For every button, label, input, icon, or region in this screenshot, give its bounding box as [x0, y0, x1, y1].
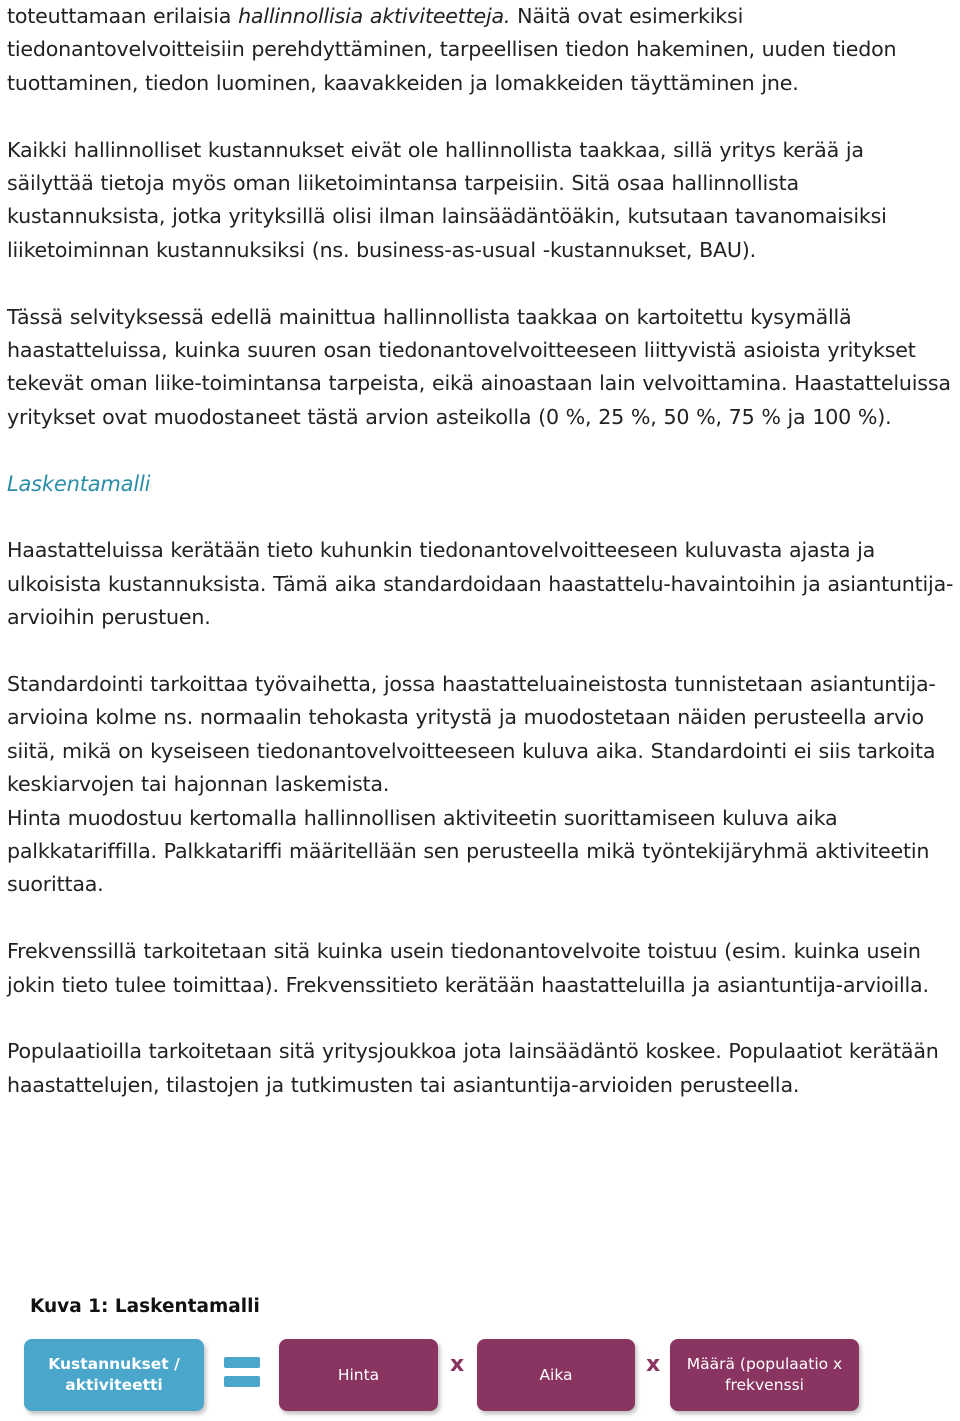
paragraph-frequency: Frekvenssillä tarkoitetaan sitä kuinka usein tiedonantovelvoite toistuu (esim. kuinka usein jokin tieto tulee toimittaa). Frekvenssitieto kerätään haastatteluilla ja asiantuntija-arvioilla. — [7, 939, 929, 997]
paragraph-survey: Tässä selvityksessä edellä mainittua hallinnollista taakkaa on kartoitettu kysymällä haastatteluissa, kuinka suuren osan tiedonantovelvoitteeseen liittyvistä asioista yritykset tekevät oman liike-toimintansa tarpeista, eikä ainoastaan lain velvoittamina. Haastatteluissa yritykset ovat muodostaneet tästä arvion asteikolla (0 %, 25 %, 50 %, 75 % ja 100 %). — [7, 304, 951, 429]
section-heading: Laskentamalli — [7, 471, 151, 496]
box-price: Hinta — [279, 1339, 438, 1411]
intro-text: toteuttamaan erilaisia — [7, 4, 239, 28]
paragraph-bau: Kaikki hallinnolliset kustannukset eivät ole hallinnollista taakkaa, sillä yritys kerää ja säilyttää tietoja myös oman liiketoimintansa tarpeisiin. Sitä osaa hallinnollista kustannuksista, jotka yrityksillä olisi ilman lainsäädäntöäkin, kutsutaan tavanomaisiksi liiketoiminnan kustannuksiksi (ns. business-as-usual -kustannukset, BAU). — [7, 137, 887, 262]
box-quantity: Määrä (populaatio x frekvenssi — [670, 1339, 859, 1411]
equals-sign-bottom — [224, 1376, 260, 1387]
multiply-sign-2: x — [646, 1352, 661, 1377]
paragraph-population: Populaatioilla tarkoitetaan sitä yritysjoukkoa jota lainsäädäntö koskee. Populaatiot kerätään haastattelujen, tilastojen ja tutkimusten tai asiantuntija-arvioiden perusteella. — [7, 1039, 939, 1097]
paragraph-interviews: Haastatteluissa kerätään tieto kuhunkin tiedonantovelvoitteeseen kuluvasta ajasta ja ulkoisista kustannuksista. Tämä aika standardoidaan haastattelu-havaintoihin ja asiantuntija-arvioihin perustuen. — [7, 538, 954, 630]
figure-caption: Kuva 1: Laskentamalli — [30, 1296, 260, 1317]
intro-italic: hallinnollisia aktiviteetteja. — [238, 4, 511, 28]
box-time: Aika — [477, 1339, 635, 1411]
paragraph-intro — [7, 0, 957, 100]
intro-rest: Näitä ovat esimerkiksi tiedonantovelvoitteisiin perehdyttäminen, tarpeellisen tiedon hakeminen, uuden tiedon tuottaminen, tiedon luominen, kaavakkeiden ja lomakkeiden täyttäminen jne. — [7, 4, 897, 95]
box-cost-per-activity: Kustannukset / aktiviteetti — [24, 1339, 204, 1411]
document-body — [7, 0, 957, 1102]
equals-sign-top — [224, 1357, 260, 1368]
paragraph-price: Hinta muodostuu kertomalla hallinnollisen aktiviteetin suorittamiseen kuluva aika palkkatariffilla. Palkkatariffi määritellään sen perusteella mikä työntekijäryhmä aktiviteetin suorittaa. — [7, 805, 930, 897]
multiply-sign-1: x — [450, 1352, 465, 1377]
paragraph-standardization: Standardointi tarkoittaa työvaihetta, jossa haastatteluaineistosta tunnistetaan asiantuntija-arvioina kolme ns. normaalin tehokasta yritystä ja muodostetaan näiden perusteella arvio siitä, mikä on kyseiseen tiedonantovelvoitteeseen kuluva aika. Standardointi ei siis tarkoita keskiarvojen tai hajonnan laskemista. — [7, 672, 936, 797]
calculation-model-diagram — [0, 1330, 960, 1421]
